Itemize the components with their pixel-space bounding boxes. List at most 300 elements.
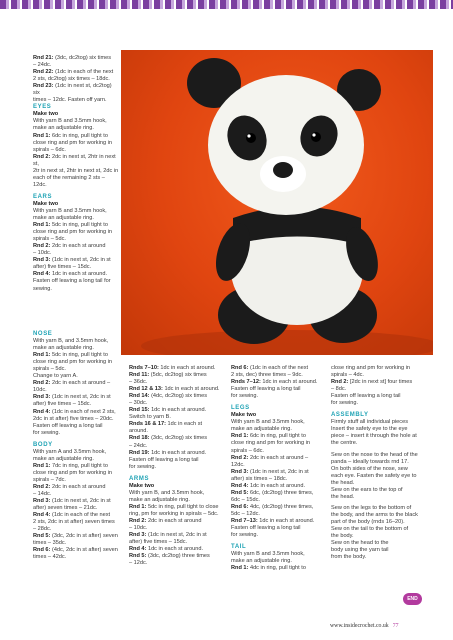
instruction-line <box>331 426 423 433</box>
instruction-text: Fasten off leaving a long tail <box>231 386 301 393</box>
instruction-line <box>33 257 119 264</box>
instruction-line <box>231 440 323 447</box>
instruction-text: close ring and pm for working in <box>33 359 112 366</box>
instruction-line <box>33 394 119 401</box>
round-label: Rnd 3: <box>33 498 51 505</box>
instruction-text: make an adjustable ring. <box>231 426 292 433</box>
round-label: Rnd 2: <box>33 243 51 250</box>
instruction-text: (4dc, dc2tog) six times <box>149 393 208 400</box>
instruction-text: Change to yarn A. <box>33 373 78 380</box>
instruction-line <box>129 518 221 525</box>
instruction-text: make an adjustable ring. <box>129 496 190 503</box>
instruction-text: On both sides of the nose, sew <box>331 465 408 472</box>
instruction-text: 6dc, (dc2tog) three times, <box>248 489 314 496</box>
instruction-text: 1dc in each st around. <box>50 271 108 278</box>
instruction-line <box>129 421 221 428</box>
instruction-line <box>33 430 119 437</box>
instruction-line <box>33 236 119 243</box>
instruction-line <box>129 546 221 553</box>
instruction-text: after) five times – 15dc. <box>129 539 188 546</box>
instruction-line <box>33 498 119 505</box>
instruction-text: – 24dc. <box>129 442 148 449</box>
round-label: Rnd 1: <box>33 462 51 469</box>
instruction-line <box>33 491 119 498</box>
instruction-text: close ring and pm for working in <box>231 440 310 447</box>
instruction-line <box>331 466 423 473</box>
instruction-line <box>33 449 119 456</box>
round-label: Rnd 2: <box>33 483 51 490</box>
instruction-line <box>33 456 119 463</box>
instruction-text: With yarn B and 3.5mm hook, <box>33 118 107 125</box>
instruction-line <box>33 154 119 168</box>
instruction-text: spirals – 4dc. <box>331 372 364 379</box>
round-label: Rnd 3: <box>231 468 249 475</box>
instruction-text: (3dc, dc2tog) six times <box>53 55 112 61</box>
section-heading: ARMS <box>129 475 150 482</box>
instruction-line <box>33 147 119 154</box>
instruction-line <box>331 494 423 501</box>
instruction-line <box>331 419 423 426</box>
round-label: Rnd 2: <box>231 454 249 461</box>
instruction-text: times – 35dc. <box>33 540 67 547</box>
instruction-line <box>331 487 423 494</box>
column-1 <box>33 55 119 293</box>
instruction-line <box>33 168 119 175</box>
instruction-line <box>33 243 119 250</box>
website-url[interactable]: www.insidecrochet.co.uk <box>330 623 389 629</box>
round-label: Rnd 5: <box>129 553 147 560</box>
section-eyes <box>33 104 119 189</box>
instruction-line <box>33 470 119 477</box>
instruction-text: Sew on the ears to the top of <box>331 486 403 493</box>
instruction-line <box>33 271 119 278</box>
instruction-text: 2dc in st after) five times – 20dc. <box>33 415 114 422</box>
instruction-text: after) five times – 15dc. <box>33 401 92 408</box>
instruction-text: spirals – 6dc. <box>231 447 264 454</box>
instruction-line <box>129 379 221 386</box>
instruction-text: Fasten off leaving a long tail for <box>33 278 111 285</box>
section-heading: TAIL <box>231 544 247 551</box>
instruction-line <box>231 455 323 469</box>
instruction-text: make an adjustable ring. <box>33 345 94 352</box>
instruction-text: With yarn A and 3.5mm hook, <box>33 448 107 455</box>
round-label: Rnds 7–12: <box>231 379 261 386</box>
instruction-text: after) six times – 18dc. <box>231 475 288 482</box>
round-label: Rnd 3: <box>33 257 51 264</box>
instruction-text: 1dc in each st around. <box>158 365 216 371</box>
instruction-line <box>129 511 221 518</box>
instruction-line <box>331 386 423 393</box>
instruction-text: 6dc – 15dc. <box>231 496 260 503</box>
instruction-text: Fasten off leaving a long tail <box>33 422 103 429</box>
instruction-line <box>331 379 423 386</box>
instruction-line <box>231 469 323 476</box>
instruction-text: spirals – 6dc. <box>33 146 66 153</box>
page-footer <box>330 623 399 629</box>
instruction-line <box>129 483 221 490</box>
instruction-text: (1dc in next st, 2dc in st <box>146 532 207 539</box>
instruction-text: Fasten off leaving a long tail <box>331 393 401 400</box>
instruction-line <box>33 118 119 125</box>
round-label: Rnd 7–13: <box>231 517 258 524</box>
instruction-text: spirals – 5dc. <box>33 236 66 243</box>
round-label: Rnd 12 & 13: <box>129 386 163 393</box>
instruction-line <box>33 69 119 76</box>
instruction-text: (1dc in each of the next <box>248 365 309 371</box>
instruction-line <box>331 440 423 447</box>
instruction-text: for sewing. <box>331 400 359 407</box>
instruction-line <box>33 380 119 394</box>
round-label: Rnd 1: <box>33 222 51 229</box>
subheading: Make two <box>231 412 257 419</box>
end-badge: END <box>403 593 422 605</box>
instruction-text: ring, pm for working in spirals – 5dc. <box>129 510 219 517</box>
round-label: Rnd 2: <box>129 517 147 524</box>
round-label: Rnd 2: <box>331 379 349 386</box>
instruction-text: Insert the safety eye to the eye <box>331 426 408 433</box>
round-label: Rnd 4: <box>231 482 249 489</box>
instruction-line <box>129 365 221 372</box>
instruction-line <box>33 519 119 526</box>
instruction-text: spirals – 5dc. <box>33 366 66 373</box>
round-label: Rnd 5: <box>33 533 51 540</box>
instruction-line <box>129 497 221 504</box>
instruction-line <box>129 525 221 532</box>
instruction-text: spirals – 7dc. <box>33 476 66 483</box>
instruction-line <box>33 222 119 229</box>
section-heading: ASSEMBLY <box>331 412 369 419</box>
subheading: Make two <box>33 200 59 207</box>
section-arms <box>129 476 221 568</box>
instruction-line <box>231 525 323 532</box>
instruction-line <box>231 551 323 558</box>
instruction-text: – 10dc. <box>33 250 52 257</box>
instruction-line <box>129 414 221 421</box>
instruction-line <box>33 401 119 408</box>
round-label: Rnd 23: <box>33 83 54 90</box>
instruction-line <box>231 490 323 497</box>
instruction-line <box>129 532 221 539</box>
instruction-line <box>231 433 323 440</box>
instruction-line <box>33 76 119 83</box>
instruction-line <box>33 512 119 519</box>
round-label: Rnd 2: <box>33 153 51 160</box>
column-4 <box>331 365 423 561</box>
instruction-line <box>33 215 119 222</box>
instruction-line <box>331 526 423 533</box>
instruction-text: (3dc, dc2tog) three times <box>146 553 210 560</box>
instruction-line <box>33 547 119 554</box>
instruction-line <box>33 125 119 132</box>
instruction-line <box>33 55 119 62</box>
round-label: Rnd 1: <box>33 132 51 139</box>
instruction-text: 2tr in next st, 2htr in next st, 2dc in <box>33 167 119 174</box>
instruction-text: – 30dc. <box>129 400 148 407</box>
section-heading: EARS <box>33 193 53 200</box>
instruction-line <box>33 229 119 236</box>
instruction-text: from the body. <box>331 554 367 561</box>
instruction-line <box>331 400 423 407</box>
round-label: Rnd 1: <box>231 565 249 572</box>
instruction-line <box>331 452 423 459</box>
instruction-line <box>33 278 119 285</box>
instruction-text: make an adjustable ring. <box>33 455 94 462</box>
section-assembly <box>331 412 423 561</box>
instruction-text: panda – ideally towards rnd 17. <box>331 458 409 465</box>
instruction-text: 6dc in ring, pull tight to <box>50 132 108 139</box>
round-label: Rnd 4: <box>129 546 147 553</box>
instruction-text: 2 sts, dec) three times – 9dc. <box>231 372 303 379</box>
instruction-line <box>331 372 423 379</box>
section-heading: BODY <box>33 441 53 448</box>
instruction-line <box>331 533 423 540</box>
instruction-line <box>129 407 221 414</box>
instruction-line <box>231 518 323 525</box>
instruction-line <box>231 504 323 511</box>
instruction-text: 1dc in each st around. <box>260 379 318 386</box>
instruction-line <box>331 433 423 440</box>
instruction-line <box>33 554 119 561</box>
instruction-line <box>231 497 323 504</box>
instruction-line <box>231 365 323 372</box>
instruction-text: With yarn B, and 3.5mm hook, <box>33 338 109 345</box>
round-label: Rnd 22: <box>33 69 54 76</box>
instruction-text: With yarn B, and 3.5mm hook, <box>129 489 205 496</box>
instruction-text: after) seven times – 21dc. <box>33 505 98 512</box>
instruction-text: With yarn B and 3.5mm hook, <box>231 551 305 558</box>
round-label: Rnd 11: <box>129 372 150 379</box>
column-2 <box>129 365 221 567</box>
section-tail <box>231 544 323 572</box>
top-decorative-band <box>0 0 453 9</box>
instruction-text: 2dc in each st around <box>50 483 106 490</box>
instruction-text: for sewing. <box>231 532 259 539</box>
instruction-line <box>231 448 323 455</box>
round-label: Rnd 18: <box>129 435 150 442</box>
section-ears <box>33 194 119 293</box>
instruction-text: With yarn B and 3.5mm hook, <box>231 419 305 426</box>
round-label: Rnd 2: <box>33 380 51 387</box>
instruction-line <box>33 111 119 118</box>
instruction-line <box>231 426 323 433</box>
instruction-text: for sewing. <box>231 393 259 400</box>
instruction-line <box>129 539 221 546</box>
instruction-line <box>33 373 119 380</box>
page-number: 77 <box>392 623 399 629</box>
subheading: Make two <box>129 482 155 489</box>
instruction-text: Fasten off leaving a long tail <box>129 456 199 463</box>
instruction-text: the head. <box>331 493 355 500</box>
instruction-text: make an adjustable ring. <box>33 125 94 132</box>
instruction-line <box>331 547 423 554</box>
instruction-text: each of the remaining 2 sts – 12dc. <box>33 174 105 188</box>
instruction-line <box>231 393 323 400</box>
instruction-text: – 10dc. <box>129 525 148 532</box>
section-heading: EYES <box>33 104 52 111</box>
instruction-text: around. <box>129 428 148 435</box>
instruction-text: make an adjustable ring. <box>33 215 94 222</box>
instruction-line <box>129 386 221 393</box>
instruction-line <box>129 560 221 567</box>
instruction-line <box>33 83 119 97</box>
instruction-line <box>331 540 423 547</box>
instruction-line <box>331 505 423 512</box>
instruction-line <box>33 175 119 189</box>
instruction-text: the centre. <box>331 440 358 447</box>
round-label: Rnd 21: <box>33 55 54 61</box>
instruction-text: – 36dc. <box>129 379 148 386</box>
instruction-text: (1dc in each of next 2 sts, <box>50 408 116 415</box>
instruction-text: – 12dc. <box>129 560 148 567</box>
instruction-line <box>231 419 323 426</box>
instruction-line <box>33 423 119 430</box>
instruction-text: (1dc in next st, 2dc in st <box>50 257 111 264</box>
instruction-line <box>33 208 119 215</box>
round-label: Rnd 4: <box>33 512 51 519</box>
round-label: Rnd 15: <box>129 407 150 414</box>
instruction-line <box>129 450 221 457</box>
section-body <box>33 442 119 562</box>
instruction-line <box>33 62 119 69</box>
instruction-line <box>129 443 221 450</box>
subheading: Make two <box>33 111 59 118</box>
instruction-text: 1dc in each st around. <box>149 449 207 456</box>
instruction-text: (3dc, dc2tog) six times <box>149 435 208 442</box>
instruction-text: 6dc in ring, pull tight to <box>248 433 306 440</box>
round-label: Rnd 19: <box>129 449 150 456</box>
instruction-line <box>331 365 423 372</box>
section-heading: NOSE <box>33 331 53 337</box>
instruction-line <box>33 533 119 540</box>
instruction-text: close ring and pm for working in <box>33 139 112 146</box>
instruction-text: (3dc, 2dc in st after) seven <box>50 533 118 540</box>
instruction-text: 1dc in each st around. <box>149 407 207 414</box>
instruction-text: 2 sts, 2dc in st after) seven times <box>33 519 115 526</box>
instruction-text: 2dc in each st around <box>50 243 106 250</box>
instruction-text: sewing. <box>33 285 52 292</box>
instruction-text: – 28dc. <box>33 526 52 533</box>
instruction-line <box>33 526 119 533</box>
instruction-line <box>231 565 323 572</box>
round-label: Rnd 6: <box>231 365 249 371</box>
instruction-text: for sewing. <box>33 429 61 436</box>
instruction-line <box>33 133 119 140</box>
instruction-text: (4dc, 2dc in st after) seven <box>50 547 118 554</box>
section-legs <box>231 405 323 539</box>
instruction-line <box>129 435 221 442</box>
instruction-line <box>129 393 221 400</box>
instruction-line <box>129 490 221 497</box>
instruction-text: (1dc in next st, 2dc in st <box>50 394 111 401</box>
instruction-line <box>33 338 119 345</box>
instruction-text: after) five times – 15dc. <box>33 264 92 271</box>
round-label: Rnd 4: <box>33 408 51 415</box>
instruction-line <box>231 412 323 419</box>
panda-photo <box>121 50 433 355</box>
instruction-text: Sew on the head to the <box>331 540 389 547</box>
instruction-text: – 14dc. <box>33 491 52 498</box>
instruction-line <box>33 250 119 257</box>
instruction-line <box>33 286 119 293</box>
instruction-text: 1dc in each st around. <box>248 482 306 489</box>
instruction-text: [2dc in next st] four times <box>348 379 413 386</box>
instruction-text: (5dc, dc2tog) six times <box>149 372 207 379</box>
instruction-line <box>331 512 423 519</box>
instruction-line <box>33 352 119 359</box>
instruction-line <box>129 504 221 511</box>
instruction-text: the body, and the arms to the black <box>331 511 418 518</box>
instruction-line <box>129 428 221 435</box>
instruction-line <box>231 511 323 518</box>
round-label: Rnd 6: <box>231 503 249 510</box>
instruction-text: 2dc in each st around <box>146 517 202 524</box>
instruction-text: Fasten off leaving a long tail <box>231 525 301 532</box>
instruction-text: each eye. Fasten the safety eye to <box>331 472 417 479</box>
instruction-text: 5dc – 12dc. <box>231 510 260 517</box>
instruction-text: Sew on the legs to the bottom of <box>331 504 412 511</box>
instruction-line <box>331 480 423 487</box>
instruction-line <box>331 473 423 480</box>
instruction-line <box>331 554 423 561</box>
instruction-line <box>33 477 119 484</box>
instruction-line <box>33 201 119 208</box>
instruction-text: piece – insert it through the hole at <box>331 433 417 440</box>
instruction-line <box>231 372 323 379</box>
round-label: Rnd 1: <box>129 503 147 510</box>
instruction-line <box>33 540 119 547</box>
instruction-text: close ring and pm for working in <box>33 229 112 236</box>
instruction-line <box>231 532 323 539</box>
instruction-line <box>33 409 119 416</box>
instruction-line <box>129 400 221 407</box>
instruction-text: 2 sts, dc2tog) six times – 18dc. <box>33 76 110 83</box>
instruction-line <box>33 484 119 491</box>
round-label: Rnd 6: <box>33 547 51 554</box>
instruction-line <box>129 464 221 471</box>
instruction-text: make an adjustable ring. <box>231 558 292 565</box>
instruction-text: part of the body (rnds 16–20). <box>331 518 405 525</box>
instruction-line <box>33 345 119 352</box>
instruction-text: 1dc in each st around. <box>162 386 220 393</box>
instruction-text: (1dc in next st, 2dc in st <box>248 468 309 475</box>
instruction-text: 2dc in next st, 2htr in next st, <box>33 153 116 167</box>
instruction-text: 2dc in each st around – 12dc. <box>231 454 309 468</box>
instruction-line <box>33 505 119 512</box>
instruction-line <box>129 372 221 379</box>
instruction-line <box>33 97 119 104</box>
instruction-text: close ring and pm for working in <box>33 469 112 476</box>
round-label: Rnds 7–10: <box>129 365 159 371</box>
instruction-line <box>231 558 323 565</box>
round-label: Rnd 4: <box>33 271 51 278</box>
instruction-line <box>33 366 119 373</box>
instruction-line <box>331 393 423 400</box>
round-label: Rnd 1: <box>231 433 249 440</box>
round-label: Rnd 1: <box>33 352 51 359</box>
instruction-text: (1dc in each of the next <box>50 512 111 519</box>
instruction-line <box>231 476 323 483</box>
instruction-line <box>33 463 119 470</box>
instruction-text: 1dc in each st around. <box>146 546 204 553</box>
instruction-line <box>129 553 221 560</box>
round-label: Rnd 3: <box>129 532 147 539</box>
instruction-text: 1dc in each st around. <box>257 517 315 524</box>
round-list <box>33 55 119 104</box>
section-heading: LEGS <box>231 405 250 412</box>
instruction-text: – 8dc. <box>331 386 347 393</box>
instruction-text: 7dc in ring, pull tight to <box>50 462 108 469</box>
amigurumi-panda-image <box>121 50 433 355</box>
